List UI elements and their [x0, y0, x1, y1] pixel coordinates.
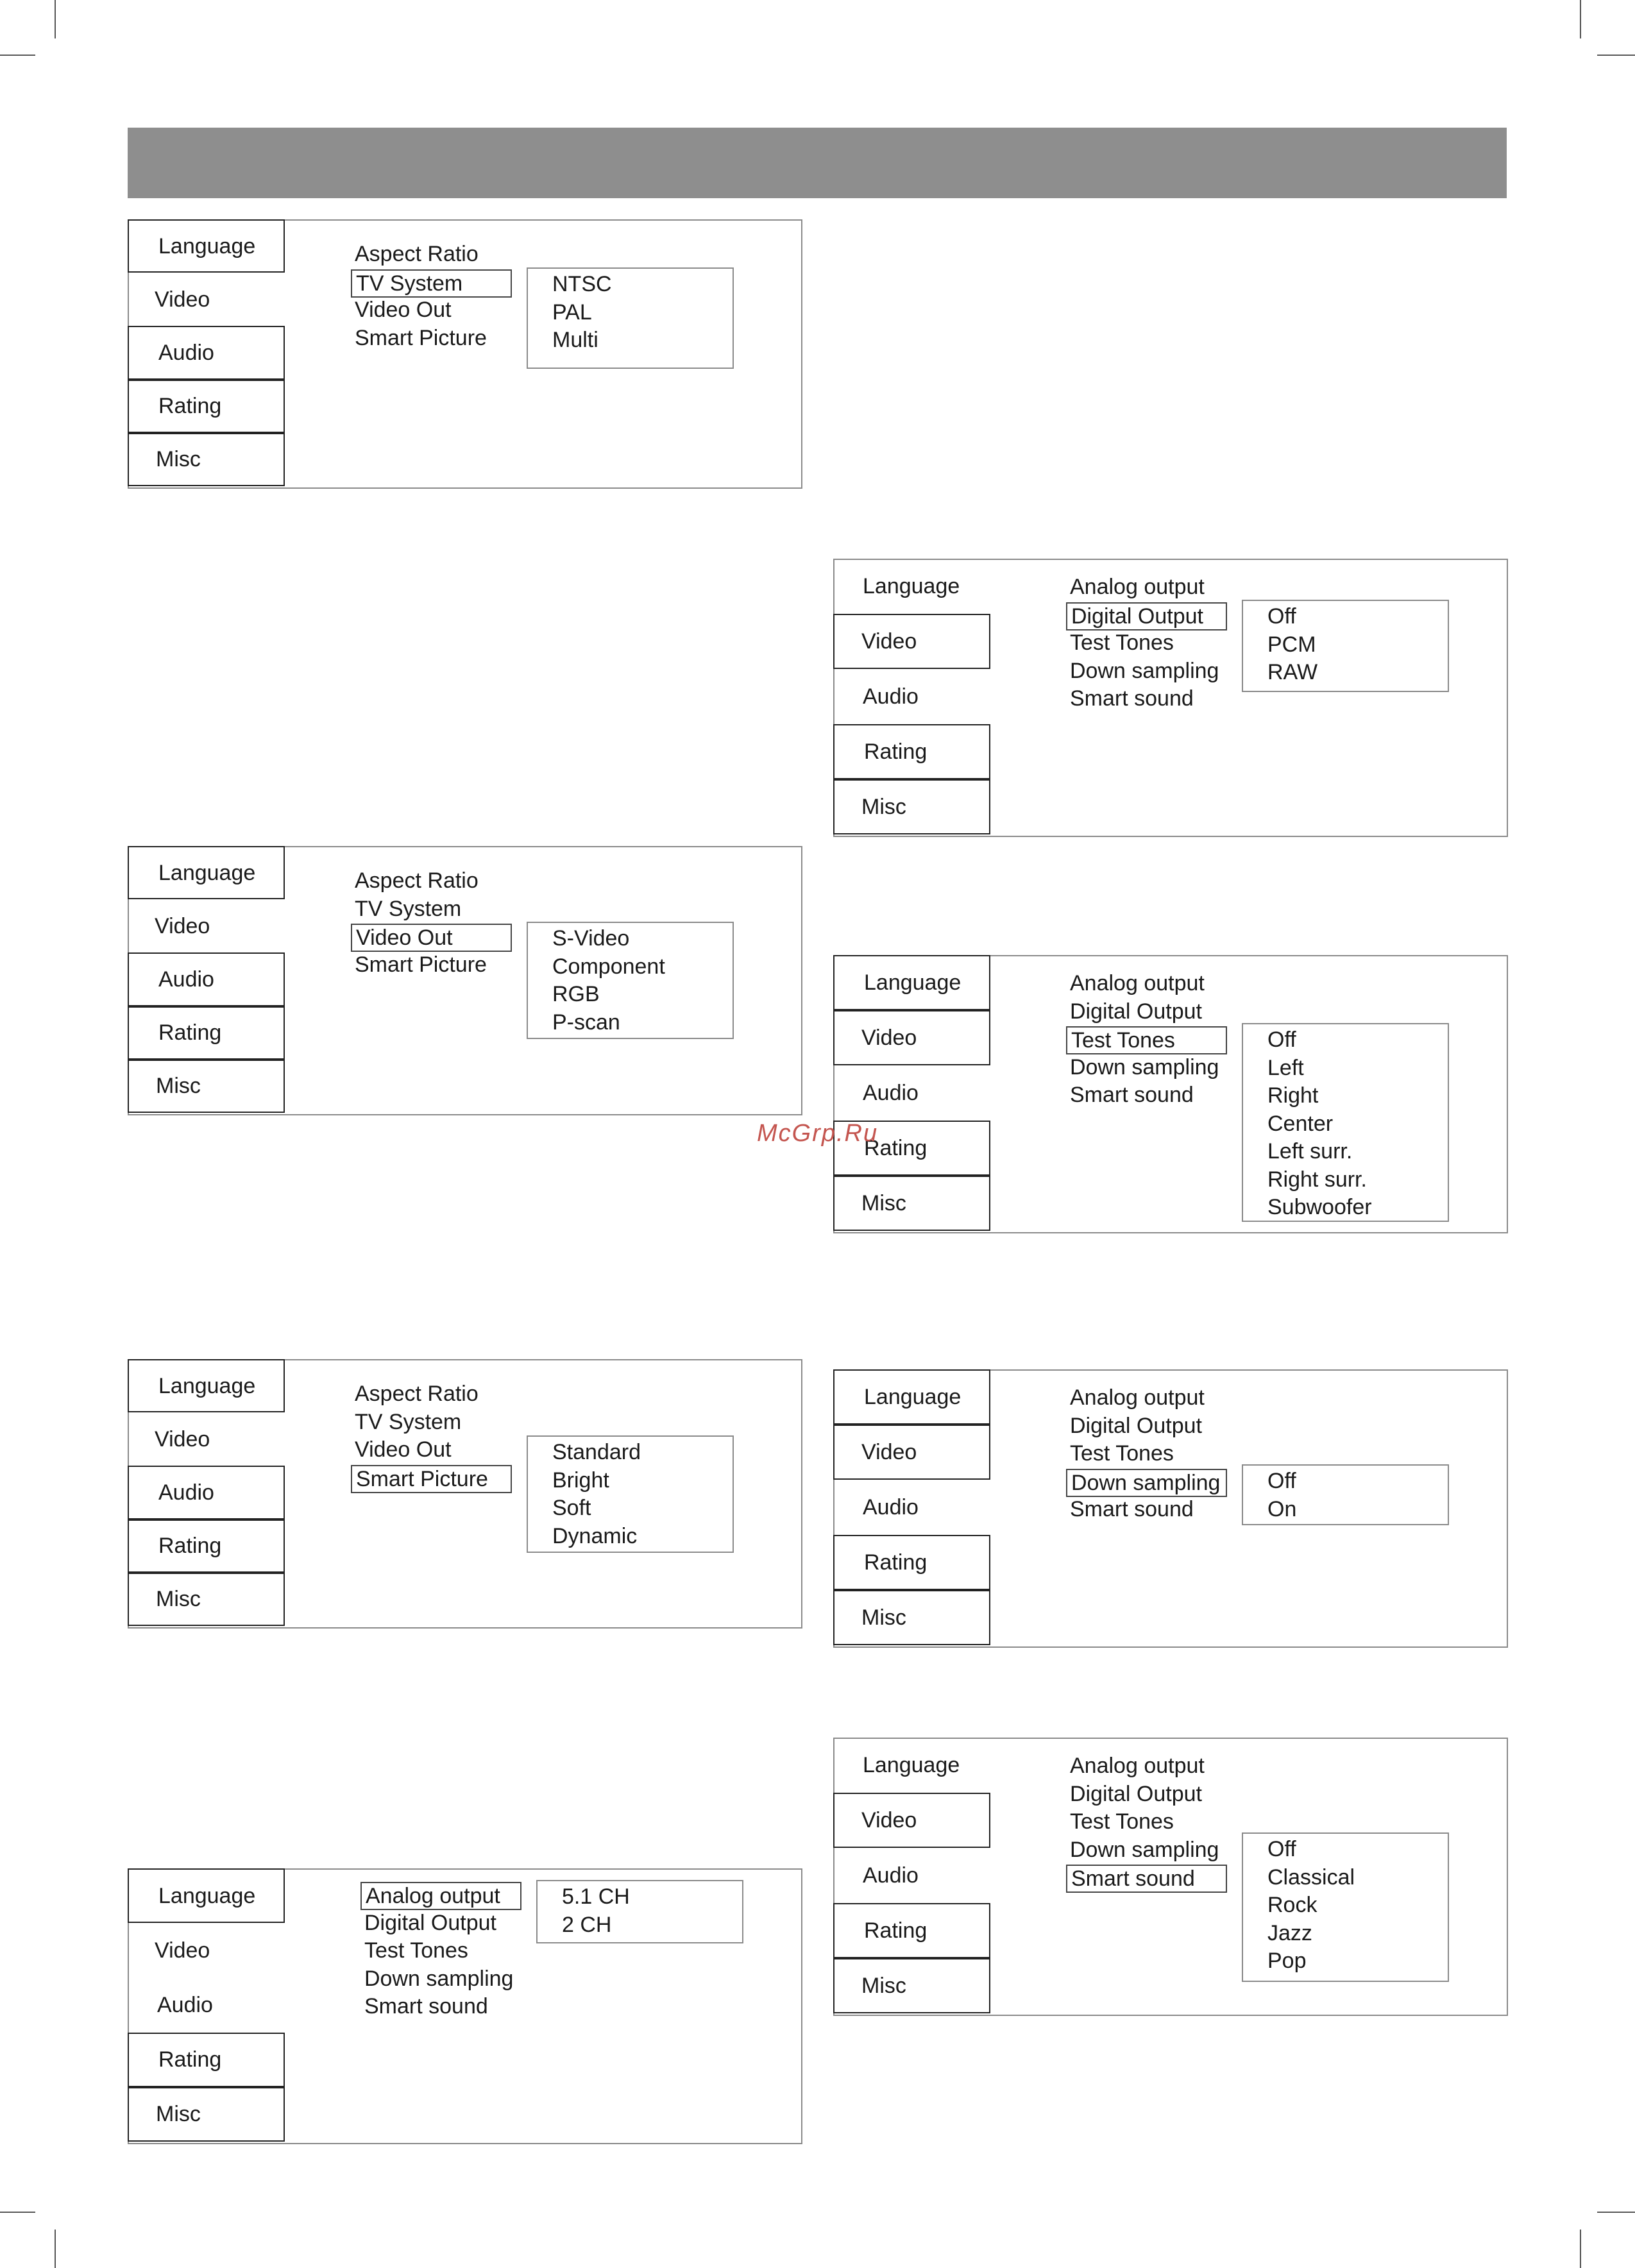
menu-item-video-out[interactable]: Video Out [351, 924, 512, 952]
option-item[interactable]: RAW [1267, 660, 1318, 684]
tab-rating[interactable]: Rating [833, 724, 990, 779]
menu-item-smart-sound[interactable]: Smart sound [1070, 1497, 1194, 1521]
tab-video[interactable]: Video [155, 1938, 210, 1963]
tab-audio[interactable]: Audio [157, 1992, 213, 2017]
tab-language[interactable]: Language [833, 955, 990, 1010]
crop-mark [0, 55, 35, 56]
tab-misc[interactable]: Misc [833, 1958, 990, 2013]
tab-video[interactable]: Video [833, 614, 990, 669]
option-item[interactable]: Pop [1267, 1949, 1307, 1973]
menu-item-video-out[interactable]: Video Out [355, 1437, 452, 1462]
tab-rating[interactable]: Rating [833, 1535, 990, 1590]
option-item[interactable]: P-scan [552, 1010, 620, 1035]
menu-item-smart-sound[interactable]: Smart sound [1066, 1865, 1227, 1893]
menu-item-smart-sound[interactable]: Smart sound [1070, 1083, 1194, 1107]
settings-menu-video-smart-picture [128, 1359, 802, 1629]
menu-item-smart-picture[interactable]: Smart Picture [355, 325, 487, 350]
options-popup [536, 1880, 743, 1943]
option-item[interactable]: Right [1267, 1083, 1319, 1108]
option-item[interactable]: Right surr. [1267, 1167, 1367, 1192]
menu-item-test-tones[interactable]: Test Tones [1070, 1809, 1174, 1834]
tab-video[interactable]: Video [833, 1793, 990, 1848]
tab-audio[interactable]: Audio [128, 326, 285, 379]
option-item[interactable]: Center [1267, 1111, 1334, 1136]
tab-audio[interactable]: Audio [128, 1466, 285, 1519]
tab-misc[interactable]: Misc [128, 1573, 285, 1626]
tab-language[interactable]: Language [128, 846, 285, 899]
tab-language[interactable]: Language [128, 1359, 285, 1412]
option-item[interactable]: Off [1267, 1028, 1296, 1052]
menu-item-digital-output[interactable]: Digital Output [364, 1910, 496, 1935]
option-item[interactable]: On [1267, 1496, 1297, 1521]
option-item[interactable]: Jazz [1267, 1920, 1312, 1945]
options-popup [527, 1435, 734, 1553]
tab-audio[interactable]: Audio [863, 1863, 919, 1888]
option-item[interactable]: Off [1267, 1837, 1296, 1861]
option-item[interactable]: NTSC [552, 272, 612, 296]
tab-video[interactable]: Video [155, 1426, 210, 1451]
menu-item-analog-output[interactable]: Analog output [1070, 971, 1205, 995]
tab-rating[interactable]: Rating [128, 380, 285, 433]
header-bar [128, 128, 1507, 198]
tab-misc[interactable]: Misc [833, 1590, 990, 1645]
options-popup [1242, 1023, 1449, 1222]
crop-mark [1580, 0, 1581, 38]
option-item[interactable]: RGB [552, 982, 600, 1006]
tab-audio[interactable]: Audio [863, 684, 919, 709]
tab-misc[interactable]: Misc [833, 779, 990, 834]
tab-language[interactable]: Language [863, 1753, 960, 1777]
tab-misc[interactable]: Misc [128, 1060, 285, 1113]
menu-item-tv-system[interactable]: TV System [355, 896, 462, 921]
tab-misc[interactable]: Misc [833, 1176, 990, 1231]
menu-item-smart-picture[interactable]: Smart Picture [355, 952, 487, 977]
tab-audio[interactable]: Audio [128, 952, 285, 1006]
menu-item-test-tones[interactable]: Test Tones [1066, 1026, 1227, 1054]
menu-item-aspect-ratio[interactable]: Aspect Ratio [355, 868, 479, 893]
tab-rating[interactable]: Rating [128, 1006, 285, 1060]
crop-mark [1597, 2212, 1635, 2213]
settings-menu-video-video-out [128, 846, 802, 1115]
menu-item-digital-output[interactable]: Digital Output [1070, 999, 1202, 1024]
menu-item-aspect-ratio[interactable]: Aspect Ratio [355, 242, 479, 266]
option-item[interactable]: PAL [552, 300, 592, 325]
menu-item-smart-sound[interactable]: Smart sound [364, 1994, 488, 2018]
tab-misc[interactable]: Misc [128, 2087, 285, 2142]
tab-rating[interactable]: Rating [833, 1903, 990, 1958]
options-popup [1242, 600, 1449, 692]
menu-item-analog-output[interactable]: Analog output [360, 1882, 521, 1910]
option-item[interactable]: Bright [552, 1468, 609, 1493]
settings-menu-audio-down-sampling [833, 1369, 1508, 1648]
menu-item-test-tones[interactable]: Test Tones [1070, 630, 1174, 655]
tab-audio[interactable]: Audio [863, 1495, 919, 1519]
option-item[interactable]: 2 CH [562, 1912, 612, 1937]
crop-mark [55, 0, 56, 38]
menu-item-down-sampling[interactable]: Down sampling [1070, 1054, 1219, 1079]
options-popup [527, 922, 734, 1039]
settings-menu-audio-digital-output [833, 559, 1508, 837]
menu-item-test-tones[interactable]: Test Tones [364, 1938, 468, 1963]
tab-rating[interactable]: Rating [128, 1519, 285, 1573]
option-item[interactable]: Off [1267, 604, 1296, 629]
tab-audio[interactable]: Audio [863, 1081, 919, 1105]
settings-menu-audio-analog-output [128, 1868, 802, 2144]
option-item[interactable]: S-Video [552, 926, 630, 951]
menu-item-digital-output[interactable]: Digital Output [1070, 1413, 1202, 1438]
settings-menu-audio-smart-sound [833, 1738, 1508, 2016]
option-item[interactable]: Subwoofer [1267, 1195, 1372, 1219]
tab-language[interactable]: Language [128, 219, 285, 273]
option-item[interactable]: Classical [1267, 1865, 1355, 1890]
option-item[interactable]: PCM [1267, 632, 1316, 657]
menu-item-video-out[interactable]: Video Out [355, 298, 452, 322]
menu-item-analog-output[interactable]: Analog output [1070, 1385, 1205, 1410]
menu-item-test-tones[interactable]: Test Tones [1070, 1441, 1174, 1466]
menu-item-smart-sound[interactable]: Smart sound [1070, 686, 1194, 711]
tab-misc[interactable]: Misc [128, 433, 285, 486]
tab-video[interactable]: Video [833, 1425, 990, 1480]
menu-item-down-sampling[interactable]: Down sampling [1070, 658, 1219, 683]
settings-menu-video-tv-system [128, 219, 802, 489]
crop-mark [1580, 2230, 1581, 2268]
tab-video[interactable]: Video [833, 1010, 990, 1065]
menu-item-down-sampling[interactable]: Down sampling [364, 1966, 514, 1991]
option-item[interactable]: Left surr. [1267, 1139, 1353, 1164]
crop-mark [0, 2212, 35, 2213]
crop-mark [1597, 55, 1635, 56]
menu-item-aspect-ratio[interactable]: Aspect Ratio [355, 1382, 479, 1406]
menu-item-analog-output[interactable]: Analog output [1070, 1754, 1205, 1778]
options-popup [1242, 1464, 1449, 1525]
options-popup [1242, 1832, 1449, 1982]
menu-item-smart-picture[interactable]: Smart Picture [351, 1465, 512, 1493]
option-item[interactable]: Soft [552, 1496, 591, 1520]
tab-language[interactable]: Language [833, 1369, 990, 1425]
option-item[interactable]: Multi [552, 328, 598, 352]
menu-item-digital-output[interactable]: Digital Output [1070, 1781, 1202, 1806]
crop-mark [55, 2230, 56, 2268]
option-item[interactable]: Off [1267, 1469, 1296, 1493]
settings-menu-audio-test-tones [833, 955, 1508, 1233]
menu-item-analog-output[interactable]: Analog output [1070, 575, 1205, 599]
menu-item-down-sampling[interactable]: Down sampling [1070, 1837, 1219, 1862]
option-item[interactable]: Component [552, 954, 665, 979]
option-item[interactable]: Dynamic [552, 1523, 638, 1548]
options-popup [527, 267, 734, 369]
menu-item-down-sampling[interactable]: Down sampling [1066, 1469, 1227, 1497]
option-item[interactable]: Left [1267, 1055, 1304, 1080]
menu-item-digital-output[interactable]: Digital Output [1066, 602, 1227, 630]
menu-item-tv-system[interactable]: TV System [355, 1409, 462, 1434]
watermark: McGrp.Ru [757, 1120, 879, 1147]
tab-rating[interactable]: Rating [128, 2033, 285, 2087]
tab-video[interactable]: Video [155, 913, 210, 938]
option-item[interactable]: 5.1 CH [562, 1884, 630, 1909]
tab-language[interactable]: Language [128, 1868, 285, 1923]
tab-rating[interactable]: Rating [833, 1121, 990, 1176]
option-item[interactable]: Standard [552, 1440, 641, 1464]
option-item[interactable]: Rock [1267, 1893, 1317, 1917]
tab-video[interactable]: Video [155, 287, 210, 312]
menu-item-tv-system[interactable]: TV System [351, 269, 512, 298]
tab-language[interactable]: Language [863, 574, 960, 598]
